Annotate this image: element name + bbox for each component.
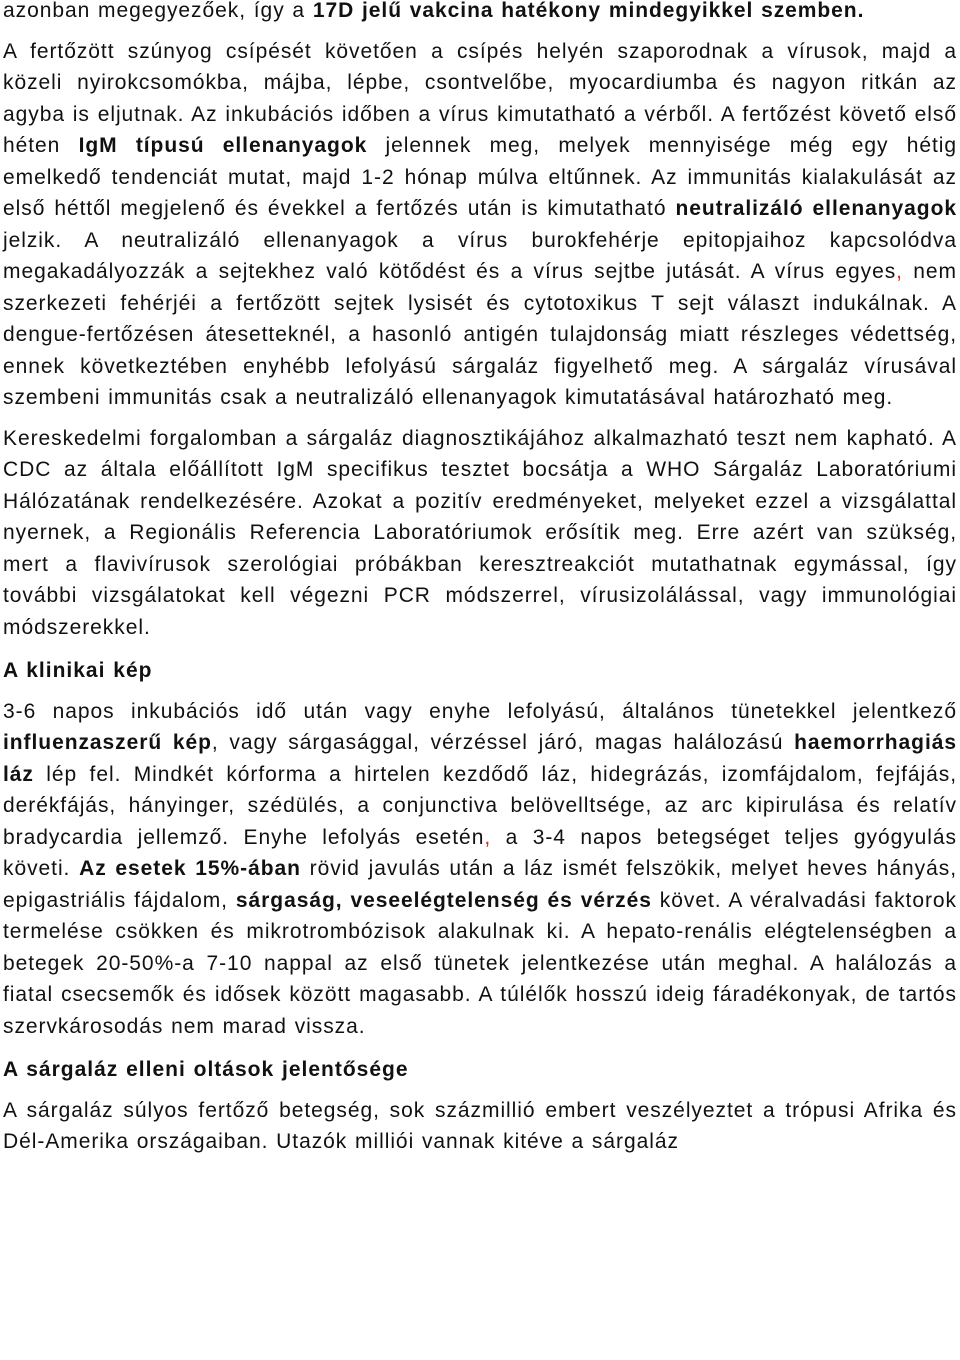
- text-span: lép fel. Mindkét kórforma a hirtelen kezdődő láz, hidegrázás, izomfájdalom, fejfájás, derékfájás, hányinger, szédülés, a conjunctiva belövelltsége, az arc kipirulása és relatív bradycardia jellemző. Enyhe lefolyás esetén: [3, 762, 957, 849]
- bold-text: sárgaság, veseelégtelenség és vérzés: [235, 888, 652, 912]
- text-span: jelennek meg, melyek mennyisége még egy hétig emelkedő tendenciát mutat, majd 1-2 hónap múlva eltűnnek. Az immunitás kialakulását az első héttől megjelenő és évekkel a fertőzés után is kimutatható: [3, 134, 958, 220]
- text-span: rövid javulás után a láz ismét felszökik, melyet heves hányás, epigastriális fájdalom,: [3, 857, 957, 912]
- paragraph-vaccination-importance: [3, 1095, 957, 1158]
- text-span: azonban megegyezőek, így a: [3, 0, 313, 22]
- paragraph-clinical-picture: [3, 696, 957, 1043]
- bold-text: influenzaszerű kép: [3, 731, 212, 754]
- text-span: 3-6 napos inkubációs idő után vagy enyhe lefolyású, általános tünetekkel jelentkező: [3, 699, 957, 723]
- bold-text: haemorrhagiás láz: [3, 731, 957, 786]
- bold-text: Az esetek 15%-ában: [79, 857, 301, 880]
- red-comma: ,: [896, 260, 903, 283]
- document-page: [3, 0, 957, 1167]
- paragraph-pathogenesis: [3, 36, 957, 414]
- bold-text: neutralizáló ellenanyagok: [675, 197, 957, 220]
- text-span: Kereskedelmi forgalomban a sárgaláz diagnosztikájához alkalmazható teszt nem kapható. A CDC az általa előállított IgM specifikus tesztet bocsátja a WHO Sárgaláz Laboratóriumi Hálózatának rendelkezésére. Azokat a pozitív eredményeket, melyeket ezzel a vizsgálattal nyernek, a Regionális Referencia Laboratóriumok erősítik meg. Erre azért van szükség, mert a flavivírusok szerológiai próbákban keresztreakciót mutathatnak egymással, így további vizsgálatokat kell végezni PCR módszerrel, vírusizolálással, vagy immunológiai módszerekkel.: [3, 426, 957, 639]
- text-span: A fertőzött szúnyog csípését követően a csípés helyén szaporodnak a vírusok, majd a közeli nyirokcsomókba, májba, lépbe, csontvelőbe, myocardiumba és nagyon ritkán az agyba is eljutnak. Az inkubációs időben a vírus kimutatható a vérből. A fertőzést követő első héten: [3, 39, 957, 157]
- text-span: követ. A véralvadási faktorok termelése csökken és mikrotrombózisok alakulnak ki. A hepato-renális elégtelenségben a betegek 20-50%-a 7-10 nappal az első tünetek jelentkezése után meghal. A halálozás a fiatal csecsemők és idősek között magasabb. A túlélők hosszú ideig fáradékonyak, de tartós szervkárosodás nem marad vissza.: [3, 888, 957, 1038]
- paragraph-diagnostics: [3, 423, 957, 644]
- paragraph-vaccine-efficacy: [3, 0, 957, 27]
- text-span: A sárgaláz súlyos fertőző betegség, sok százmillió embert veszélyeztet a trópusi Afrika és Dél-Amerika országaiban. Utazók milliói vannak kitéve a sárgaláz: [3, 1098, 957, 1153]
- section-heading-clinical: A klinikai kép: [3, 659, 153, 682]
- section-heading-vaccination: A sárgaláz elleni oltások jelentősége: [3, 1058, 409, 1081]
- bold-text: 17D jelű vakcina hatékony mindegyikkel szemben.: [312, 0, 865, 22]
- text-span: , vagy sárgasággal, vérzéssel járó, magas halálozású: [211, 731, 795, 754]
- text-span: a 3-4 napos betegséget teljes gyógyulás követi.: [3, 825, 958, 880]
- bold-text: IgM típusú ellenanyagok: [78, 134, 368, 157]
- red-comma: ,: [484, 825, 492, 849]
- text-span: nem szerkezeti fehérjéi a fertőzött sejtek lysisét és cytotoxikus T sejt választ indukálnak. A dengue-fertőzésen átesetteknél, a hasonló antigén tulajdonság miatt részleges védettség, ennek következtében enyhébb lefolyású sárgaláz figyelhető meg. A sárgaláz vírusával szembeni immunitás csak a neutralizáló ellenanyagok kimutatásával határozható meg.: [3, 260, 957, 409]
- text-span: jelzik. A neutralizáló ellenanyagok a vírus burokfehérje epitopjaihoz kapcsolódva megakadályozzák a sejtekhez való kötődést és a vírus sejtbe jutását. A vírus egyes: [3, 228, 957, 283]
